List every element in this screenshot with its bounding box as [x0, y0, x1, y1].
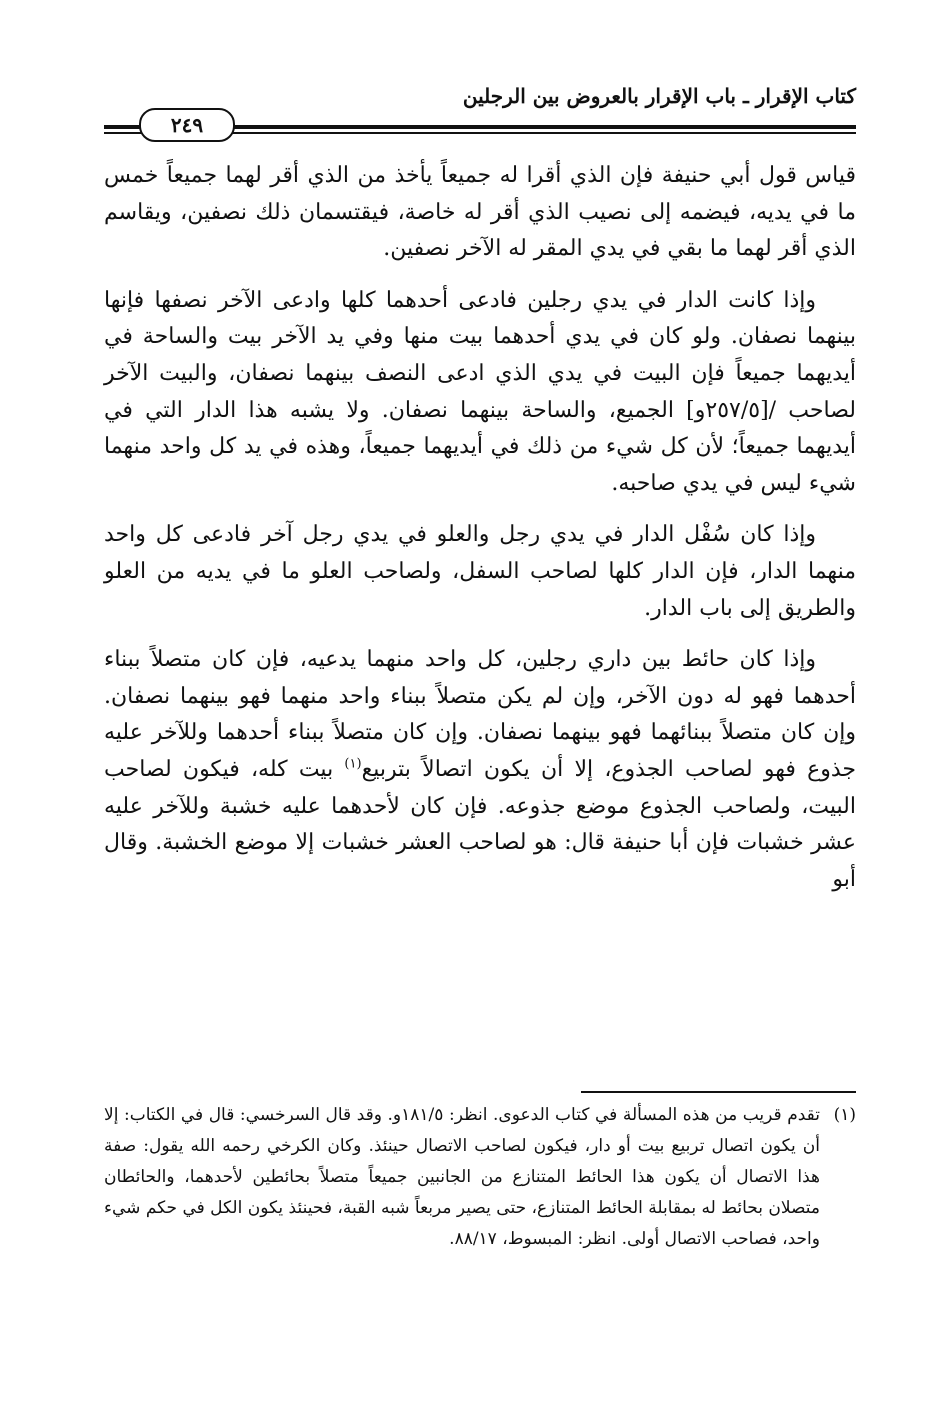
- page-header: [104, 82, 856, 137]
- paragraph-1: قياس قول أبي حنيفة فإن الذي أقرا له جميعاً يأخذ من الذي أقر لهما جميعاً خمس ما في يديه، فيضمه إلى نصيب الذي أقر له خاصة، فيقتسمان ذلك نصفين، ويقاسم الذي أقر لهما ما بقي في يدي المقر له الآخر نصفين.: [104, 163, 856, 262]
- running-title: كتاب الإقرار ـ باب الإقرار بالعروض بين الرجلين: [462, 84, 856, 108]
- paragraph-4-part-1: وإذا كان حائط بين داري رجلين، كل واحد منهما يدعيه، فإن كان متصلاً ببناء أحدهما فهو له دون الآخر، وإن لم يكن متصلاً ببناء واحد منهما فهو بينهما نصفان. وإن كان متصلاً ببنائهما فهو بينهما نصفان. وإن كان متصلاً ببناء أحدهما وللآخر عليه جذوع فهو لصاحب الجذوع، إلا أن يكون اتصالاً بتربيع: [104, 647, 856, 782]
- book-page: [104, 82, 856, 1382]
- footnote-1: [104, 1100, 856, 1255]
- footnotes: [104, 1100, 856, 1255]
- footnote-reference[interactable]: (١): [344, 756, 362, 772]
- main-text: [104, 158, 856, 913]
- paragraph-4: [104, 642, 856, 898]
- page-number: ٢٤٩: [139, 108, 235, 142]
- footnote-separator: [581, 1091, 856, 1093]
- paragraph-3: وإذا كان سُفْل الدار في يدي رجل والعلو في يدي رجل آخر فادعى كل واحد منهما الدار، فإن الدار كلها لصاحب السفل، ولصاحب العلو ما في يديه من العلو والطريق إلى باب الدار.: [104, 522, 856, 621]
- footnote-marker: (١): [833, 1105, 856, 1125]
- paragraph-2: وإذا كانت الدار في يدي رجلين فادعى أحدهما كلها وادعى الآخر نصفها فإنها بينهما نصفان. ولو كان في يدي أحدهما بيت منها وفي يد الآخر بيت والساحة في أيديهما جميعاً فإن البيت في يدي الذي ادعى النصف بينهما نصفان، والبيت الآخر لصاحب /[٢٥٧/٥و] الجميع، والساحة بينهما نصفان. ولا يشبه هذا الدار التي في أيديهما جميعاً؛ لأن كل شيء من ذلك في أيديهما جميعاً، وهذه في يد كل واحد منهما شيء ليس في يدي صاحبه.: [104, 287, 856, 496]
- footnote-text: تقدم قريب من هذه المسألة في كتاب الدعوى. انظر: ١٨١/٥و. وقد قال السرخسي: قال في الكتاب: إلا أن يكون اتصال تربيع بيت أو دار، فيكون لصاحب الاتصال حينئذ. وكان الكرخي رحمه الله يقول: صفة هذا الاتصال أن يكون هذا الحائط المتنازع من الجانبين جميعاً متصلاً بحائطين لأحدهما، والحائطان متصلان بحائط له بمقابلة الحائط المتنازع، حتى يصير مربعاً شبه القبة، فحينئذ يكون الكل في حكم شيء واحد، فصاحب الاتصال أولى. انظر: المبسوط، ٨٨/١٧.: [104, 1105, 820, 1249]
- paragraph-4-part-2: بيت كله، فيكون لصاحب البيت، ولصاحب الجذوع موضع جذوعه. فإن كان لأحدهما عليه خشبة وللآخر عليه عشر خشبات فإن أبا حنيفة قال: هو لصاحب العشر خشبات إلا موضع الخشبة. وقال أبو: [104, 756, 856, 892]
